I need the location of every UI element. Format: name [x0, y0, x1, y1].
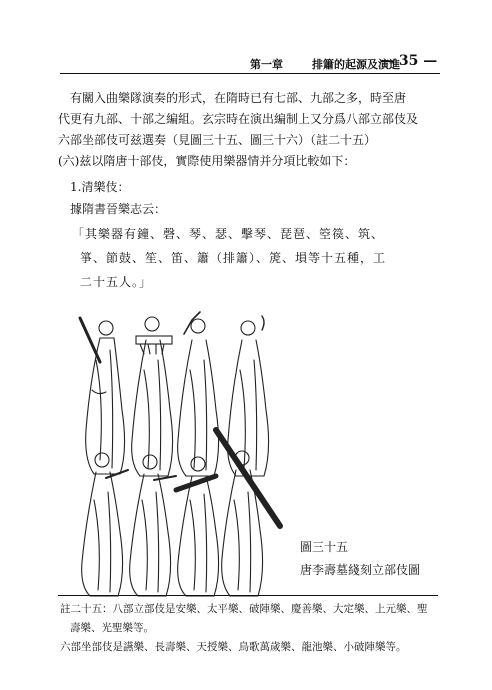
- musicians-line-engraving-illustration: [66, 300, 306, 600]
- long-horn: [216, 430, 280, 526]
- robe-folds: [190, 360, 207, 470]
- paragraph-line: (六)兹以隋唐十部伎，實際使用樂器情并分項比較如下：: [58, 154, 356, 168]
- footnote-line: 壽樂、光聖樂等。: [70, 622, 154, 634]
- footnote: [60, 600, 440, 657]
- long-pipe: [80, 318, 100, 362]
- panpipes: [136, 336, 172, 344]
- robe-folds: [142, 492, 159, 592]
- quote-line: 箏、節鼓、笙、笛、簫（排簫）、箎、塤等十五種，工: [80, 251, 387, 265]
- musician-head: [241, 321, 255, 335]
- bottom-row-musicians: [82, 430, 280, 596]
- figure-number: 圖三十五: [300, 540, 349, 554]
- quotation-block: [72, 222, 432, 294]
- robe-folds: [234, 492, 251, 592]
- flute: [154, 476, 176, 480]
- long-horn: [176, 476, 216, 490]
- robe-folds: [240, 360, 257, 470]
- footnote-rule: [58, 595, 438, 596]
- body-paragraph: [58, 88, 448, 172]
- robe-folds: [92, 350, 113, 468]
- quote-line: 二十五人。」: [80, 275, 153, 289]
- header-rule: [60, 73, 440, 74]
- quote-line: 「其樂器有鐘、磬、琴、瑟、擊琴、琵琶、箜篌、筑、: [72, 227, 385, 241]
- running-header: [60, 52, 440, 74]
- section-heading: 1.清樂伎：: [70, 180, 130, 194]
- chapter-title: 排簫的起源及演進: [312, 58, 400, 71]
- paragraph-line: 六部坐部伎可兹選奏（見圖三十五、圖三十六）（註二十五）: [58, 133, 377, 147]
- robe-folds: [190, 494, 207, 592]
- robe-folds: [144, 360, 161, 470]
- raised-hand: [262, 316, 264, 330]
- musician-head: [191, 457, 205, 471]
- footnote-line: 六部坐部伎是讌樂、長壽樂、天授樂、鳥歌萬歲樂、龍池樂、小破陣樂等。: [60, 641, 407, 653]
- paragraph-line: 有關入曲樂隊演奏的形式，在隋時已有七部、九部之多，時至唐: [70, 91, 407, 105]
- figure-title: 唐李壽墓綫刻立部伎圖: [300, 563, 421, 577]
- musician-robe: [82, 472, 123, 596]
- musician-robe: [178, 340, 219, 476]
- musician-head: [95, 453, 109, 467]
- musician-robe: [130, 474, 171, 596]
- footnote-line: 註二十五：八部立部伎是安樂、太平樂、破陣樂、慶善樂、大定樂、上元樂、聖: [60, 603, 428, 615]
- source-citation: 據隋書晉樂志云：: [70, 202, 167, 216]
- musician-head: [99, 321, 113, 335]
- paragraph-line: 代更有九部、十部之編組。玄宗時在演出編制上又分爲八部立部伎及: [58, 112, 419, 126]
- page-number: — 35 —: [380, 53, 438, 69]
- musician-head: [145, 317, 159, 331]
- musician-robe: [178, 476, 219, 596]
- chapter-label: 第一章: [250, 58, 283, 71]
- musician-head: [143, 455, 157, 469]
- musician-head: [191, 319, 205, 333]
- robe-folds: [94, 492, 111, 592]
